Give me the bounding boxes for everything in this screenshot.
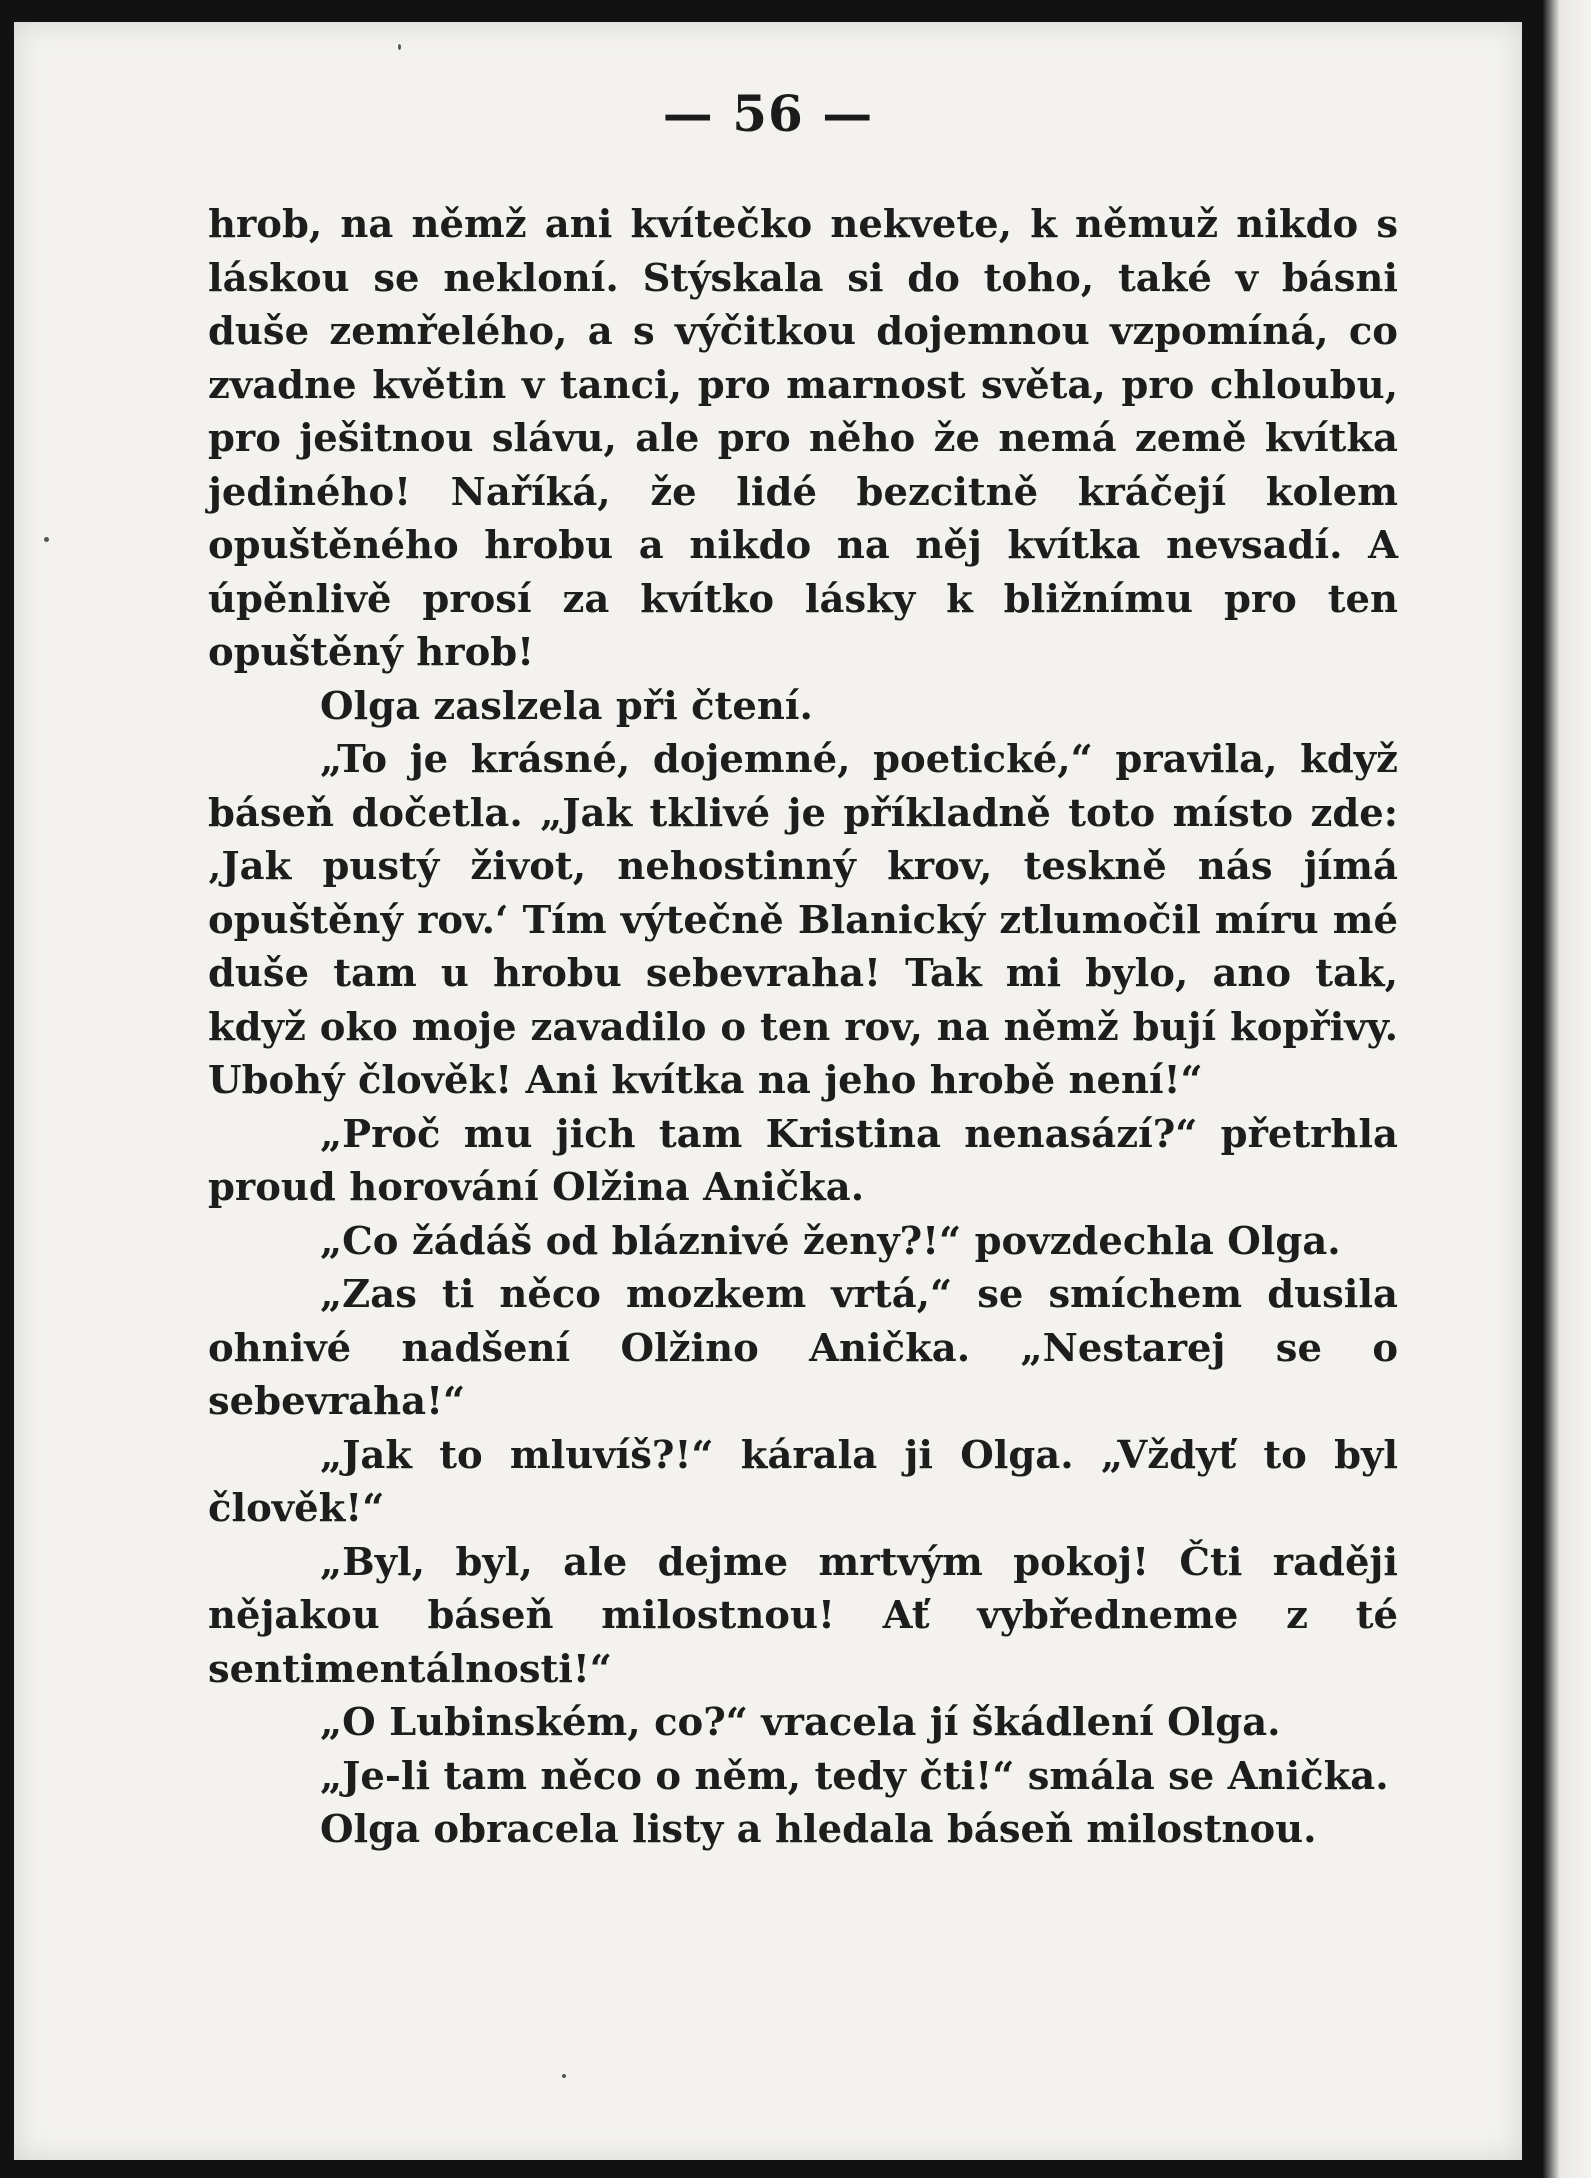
paper-speck bbox=[562, 2074, 566, 2078]
paragraph: „Co žádáš od bláznivé ženy?!“ povzdechla Olga. bbox=[320, 1218, 1341, 1264]
paragraph: „Jak to mluvíš?!“ kárala ji Olga. „Vždyť to byl člověk!“ bbox=[208, 1432, 1398, 1531]
paragraph: Olga zaslzela při čtení. bbox=[320, 683, 813, 729]
paper-speck bbox=[44, 537, 49, 542]
book-page bbox=[14, 22, 1522, 2160]
paragraph: „Je-li tam něco o něm, tedy čti!“ smála se Anička. bbox=[320, 1753, 1389, 1799]
paragraph: hrob, na němž ani kvítečko nekvete, k němuž nikdo s láskou se nekloní. Stýskala si do toho, také v básni duše zemřelého, a s výčitkou dojemnou vzpomíná, co zvadne květin v tanci, pro marnost světa, pro chloubu, pro ješitnou slávu, ale pro něho že nemá země kvítka jediného! Naříká, že lidé bezcitně kráčejí kolem opuštěného hrobu a nikdo na něj kvítka nevsadí. A úpěnlivě prosí za kvítko lásky k bližnímu pro ten opuštěný hrob! bbox=[208, 202, 1398, 675]
paragraph: „Zas ti něco mozkem vrtá,“ se smíchem dusila ohnivé nadšení Olžino Anička. „Nestarej se o sebevraha!“ bbox=[208, 1272, 1398, 1424]
paper-speck bbox=[398, 44, 401, 50]
paragraph: „To je krásné, dojemné, poetické,“ pravila, když báseň dočetla. „Jak tklivé je příkladně toto místo zde: ‚Jak pustý život, nehostinný krov, teskně nás jímá opuštěný rov.‘ Tím výtečně Blanický ztlumočil míru mé duše tam u hrobu sebevraha! Tak mi bylo, ano tak, když oko moje zavadilo o ten rov, na němž bují kopřivy. Ubohý člověk! Ani kvítka na jeho hrobě není!“ bbox=[208, 737, 1398, 1103]
page-number: — 56 — bbox=[662, 84, 874, 143]
paragraph: „Proč mu jich tam Kristina nenasází?“ přetrhla proud horování Olžina Anička. bbox=[208, 1111, 1398, 1210]
paragraph: „Byl, byl, ale dejme mrtvým pokoj! Čti raději nějakou báseň milostnou! Ať vybředneme z té sentimentálnosti!“ bbox=[208, 1539, 1398, 1692]
adjacent-page-edge bbox=[1543, 0, 1591, 2178]
paragraph: „O Lubinském, co?“ vracela jí škádlení Olga. bbox=[320, 1700, 1281, 1745]
paragraph: Olga obracela listy a hledala báseň milostnou. bbox=[320, 1807, 1317, 1852]
page-body-text bbox=[208, 198, 1398, 1857]
